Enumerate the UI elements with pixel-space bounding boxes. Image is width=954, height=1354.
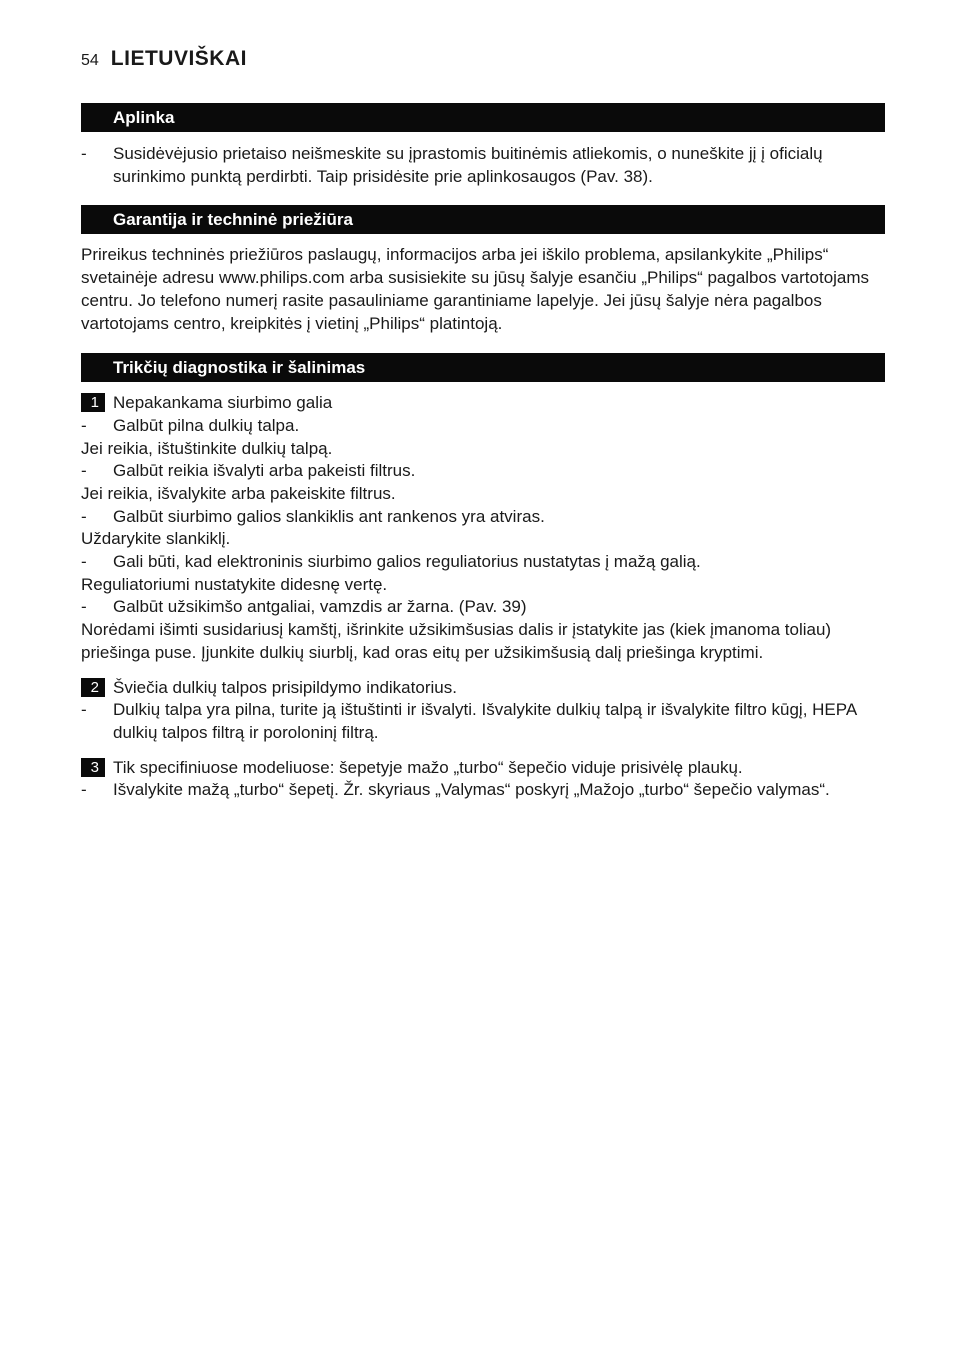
cause-text: Gali būti, kad elektroninis siurbimo galios reguliatorius nustatytas į mažą galią. [113,552,701,571]
section-heading-troubleshooting: Trikčių diagnostika ir šalinimas [81,353,885,382]
step-2 [81,676,885,699]
step-3-title: Tik specifiniuose modeliuose: šepetyje mažo „turbo“ šepečio viduje prisivėlę plaukų. [113,758,743,777]
cause-text: Galbūt pilna dulkių talpa. [113,416,300,435]
fix-text: Norėdami išimti susidariusį kamštį, išrinkite užsikimšusias dalis ir įstatykite jas (kiek įmanoma toliau) priešinga puse. Įjunkite dulkių siurblį, kad oras eitų per užsikimšusią dalį priešinga kryptimi. [81,620,832,662]
step-2-text: Dulkių talpa yra pilna, turite ją ištuštinti ir išvalyti. Išvalykite dulkių talpą ir išvalykite filtro kūgį, HEPA dulkių talpos filtrą ir poroloninį filtrą. [113,700,857,742]
cause-text: Galbūt reikia išvalyti arba pakeisti filtrus. [113,461,416,480]
fix-text: Uždarykite slankiklį. [81,529,231,548]
fix-text: Jei reikia, ištuštinkite dulkių talpą. [81,439,333,458]
step-number-badge: 2 [81,678,105,697]
cause-item [81,595,885,618]
fix-text: Jei reikia, išvalykite arba pakeiskite filtrus. [81,484,396,503]
guarantee-paragraph: Prireikus techninės priežiūros paslaugų, informacijos arba jei iškilo problema, apsilankykite „Philips“ svetainėje adresu www.philips.com arba susisiekite su jūsų šalyje esančiu „Philips“ pagalbos vartotojams centru. Jo telefono numerį rasite pasauliniame garantiniame lapelyje. Jei jūsų šalyje nėra pagalbos vartotojams centro, kreipkitės į vietinį „Philips“ platintoją. [81,245,870,333]
step-2-item [81,698,885,744]
step-1-title: Nepakankama siurbimo galia [113,393,333,412]
step-number-badge: 3 [81,758,105,777]
cause-item [81,550,885,573]
dash-bullet: - [81,144,87,163]
cause-text: Galbūt užsikimšo antgaliai, vamzdis ar žarna. (Pav. 39) [113,597,527,616]
section-heading-guarantee: Garantija ir techninė priežiūra [81,205,885,234]
step-3-text: Išvalykite mažą „turbo“ šepetį. Žr. skyriaus „Valymas“ poskyrį „Mažojo „turbo“ šepečio valymas“. [113,780,830,799]
dash-bullet: - [81,552,87,571]
step-1 [81,391,885,414]
cause-text: Galbūt siurbimo galios slankiklis ant rankenos yra atviras. [113,507,545,526]
page-number: 54 [81,52,99,69]
language-title: LIETUVIŠKAI [110,47,247,70]
cause-item [81,414,885,437]
environment-text: Susidėvėjusio prietaiso neišmeskite su įprastomis buitinėmis atliekomis, o nuneškite jį į oficialų surinkimo punktą perdirbti. Taip prisidėsite prie aplinkosaugos (Pav. 38). [113,144,823,186]
step-3 [81,756,885,779]
dash-bullet: - [81,416,87,435]
cause-item [81,459,885,482]
dash-bullet: - [81,461,87,480]
dash-bullet: - [81,597,87,616]
step-2-title: Šviečia dulkių talpos prisipildymo indikatorius. [113,678,457,697]
dash-bullet: - [81,507,87,526]
cause-item [81,505,885,528]
step-number-badge: 1 [81,393,105,412]
environment-list-item [81,142,885,188]
page-header [81,47,247,71]
dash-bullet: - [81,780,87,799]
section-heading-environment: Aplinka [81,103,885,132]
fix-text: Reguliatoriumi nustatykite didesnę vertę. [81,575,388,594]
dash-bullet: - [81,700,87,719]
step-3-item [81,778,885,801]
